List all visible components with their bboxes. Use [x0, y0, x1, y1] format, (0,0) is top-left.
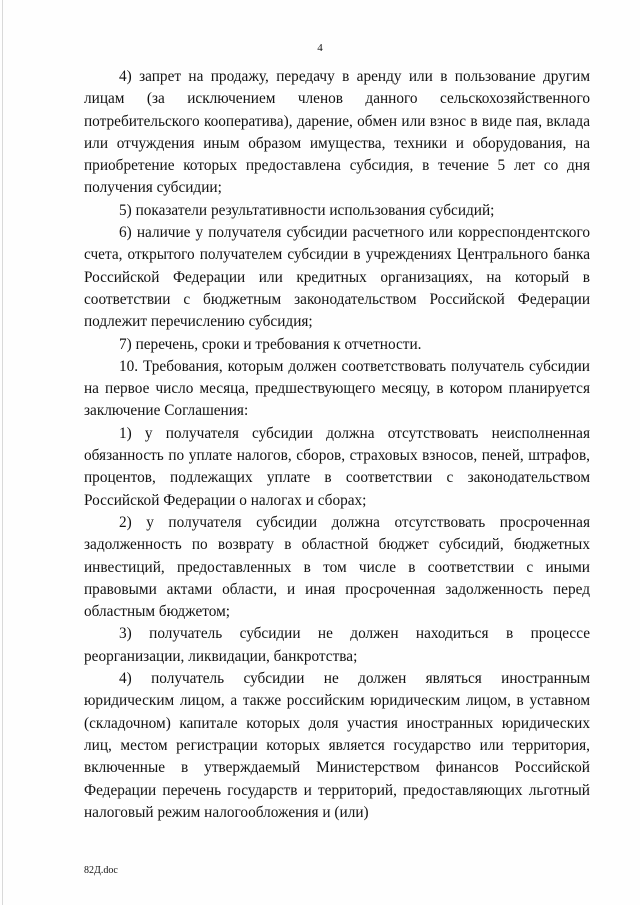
footer-filename: 82Д.doc — [84, 865, 118, 876]
paragraph-item-4: 4) запрет на продажу, передачу в аренду или в пользование другим лицам (за исключением членов данного сельскохозяйственного потребительского кооператива), дарение, обмен или взнос в виде пая, вклада или отчуждения иным образом имущества, техники и оборудования, на приобретение которых предоставлена субсидия, в течение 5 лет со дня получения субсидии; — [84, 68, 590, 197]
paragraph-item-5: 5) показатели результативности использования субсидий; — [119, 201, 495, 219]
paragraph-clause-10: 10. Требования, которым должен соответствовать получатель субсидии на первое число месяца, предшествующего месяцу, в котором планируется заключение Соглашения: — [84, 357, 590, 420]
paragraph-requirement-1: 1) у получателя субсидии должна отсутствовать неисполненная обязанность по уплате налогов, сборов, страховых взносов, пеней, штрафов, процентов, подлежащих уплате в соответствии с законодательством Российской Федерации о налогах и сборах; — [84, 424, 590, 509]
paragraph-requirement-3: 3) получатель субсидии не должен находиться в процессе реорганизации, ликвидации, банкротства; — [84, 625, 590, 665]
paragraph-item-6: 6) наличие у получателя субсидии расчетного или корреспондентского счета, открытого получателем субсидии в учреждениях Центрального банка Российской Федерации или кредитных организациях, на который в соответствии с бюджетным законодательством Российской Федерации подлежит перечислению субсидия; — [84, 224, 590, 331]
page-left-edge — [2, 0, 3, 905]
document-body — [84, 66, 590, 824]
page-number: 4 — [317, 42, 323, 54]
paragraph-requirement-2: 2) у получателя субсидии должна отсутствовать просроченная задолженность по возврату в областной бюджет субсидий, бюджетных инвестиций, предоставленных в том числе в соответствии с иными правовыми актами области, и иная просроченная задолженность перед областным бюджетом; — [84, 513, 590, 621]
paragraph-item-7: 7) перечень, сроки и требования к отчетности. — [119, 335, 422, 353]
paragraph-requirement-4: 4) получатель субсидии не должен являться иностранным юридическим лицом, а также российским юридическим лицом, в уставном (складочном) капитале которых доля участия иностранных юридических лиц, местом регистрации которых является государство или территория, включенные в утверждаемый Министерством финансов Российской Федерации перечень государств и территорий, предоставляющих льготный налоговый режим налогообложения и (или) — [84, 670, 590, 821]
